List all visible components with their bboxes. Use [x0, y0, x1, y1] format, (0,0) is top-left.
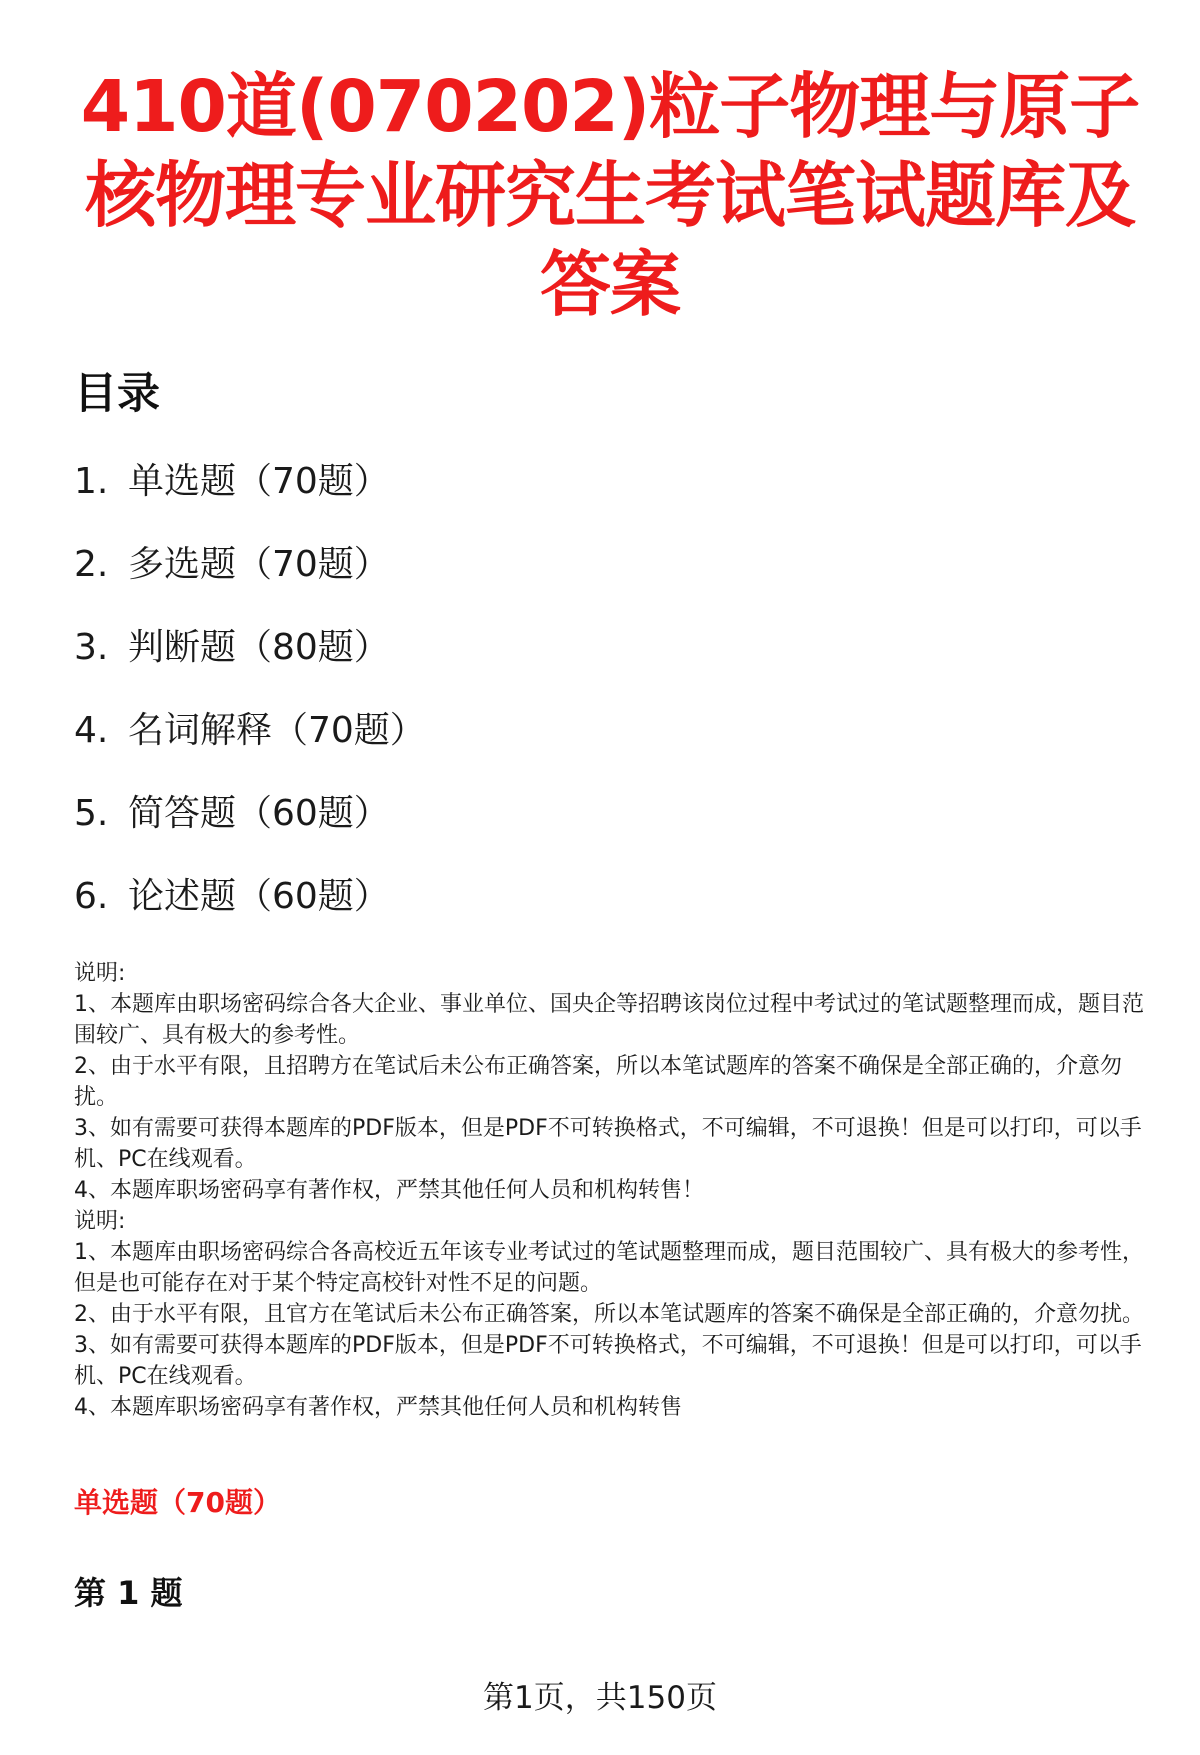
toc-item-number: 5.	[74, 793, 109, 834]
note-paragraph: 4、本题库职场密码享有著作权，严禁其他任何人员和机构转售	[74, 1395, 682, 1420]
note-paragraph: 1、本题库由职场密码综合各高校近五年该专业考试过的笔试题整理而成，题目范围较广、具有极大的参考性，但是也可能存在对于某个特定高校针对性不足的问题。	[74, 1240, 1145, 1296]
note-paragraph: 2、由于水平有限，且招聘方在笔试后未公布正确答案，所以本笔试题库的答案不确保是全部正确的，介意勿扰。	[74, 1054, 1123, 1110]
toc-item	[74, 454, 426, 537]
note-paragraph: 4、本题库职场密码享有著作权，严禁其他任何人员和机构转售！	[74, 1178, 704, 1203]
toc-item-number: 3.	[74, 627, 109, 668]
toc-item-number: 4.	[74, 710, 109, 751]
note-paragraph: 1、本题库由职场密码综合各大企业、事业单位、国央企等招聘该岗位过程中考试过的笔试题整理而成，题目范围较广、具有极大的参考性。	[74, 992, 1145, 1048]
section-heading: 单选题（70题）	[74, 1486, 281, 1519]
toc-item-label: 论述题（60题）	[128, 876, 390, 917]
table-of-contents	[74, 454, 426, 952]
note-paragraph: 2、由于水平有限，且官方在笔试后未公布正确答案，所以本笔试题库的答案不确保是全部正确的，介意勿扰。	[74, 1302, 1145, 1327]
question-heading: 第 1 题	[74, 1574, 183, 1612]
page-number: 第1页，共150页	[483, 1680, 717, 1716]
toc-item	[74, 620, 426, 703]
toc-item	[74, 537, 426, 620]
toc-item-label: 判断题（80题）	[128, 627, 390, 668]
toc-item-number: 1.	[74, 461, 109, 502]
notes-heading: 说明:	[74, 961, 126, 986]
toc-item-label: 单选题（70题）	[128, 461, 390, 502]
note-paragraph: 3、如有需要可获得本题库的PDF版本，但是PDF不可转换格式，不可编辑，不可退换！但是可以打印，可以手机、PC在线观看。	[74, 1116, 1142, 1172]
toc-item-number: 6.	[74, 876, 109, 917]
note-paragraph: 3、如有需要可获得本题库的PDF版本，但是PDF不可转换格式，不可编辑，不可退换！但是可以打印，可以手机、PC在线观看。	[74, 1333, 1142, 1389]
toc-item-label: 多选题（70题）	[128, 544, 390, 585]
notes-heading: 说明:	[74, 1209, 126, 1234]
document-title: 410道(070202)粒子物理与原子核物理专业研究生考试笔试题库及答案	[80, 65, 1140, 326]
toc-item-label: 简答题（60题）	[128, 793, 390, 834]
toc-item	[74, 869, 426, 952]
toc-item-number: 2.	[74, 544, 109, 585]
toc-item-label: 名词解释（70题）	[128, 710, 426, 751]
notes-section	[74, 958, 1160, 1423]
toc-item	[74, 703, 426, 786]
toc-heading: 目录	[74, 369, 160, 419]
toc-item	[74, 786, 426, 869]
